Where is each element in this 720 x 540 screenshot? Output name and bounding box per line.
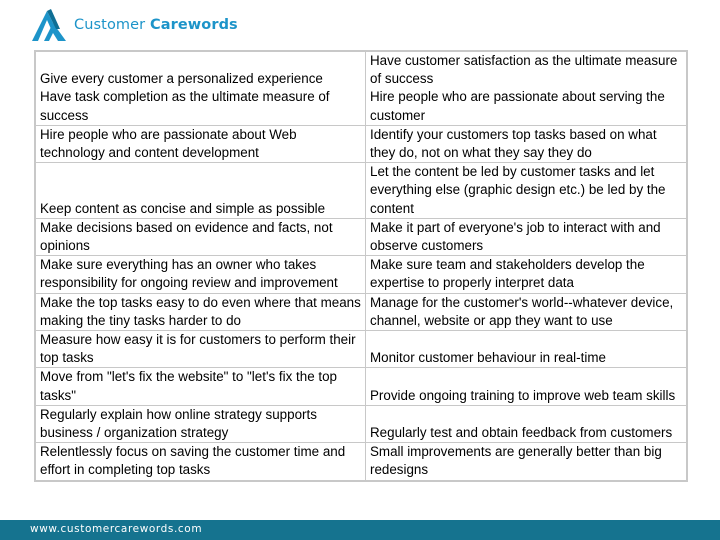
table-cell-left: Relentlessly focus on saving the customer time and effort in completing top tasks	[36, 443, 366, 480]
table-cell-right: Have customer satisfaction as the ultimate measure of success Hire people who are passionate about serving the customer	[366, 52, 687, 126]
table-cell-left: Make decisions based on evidence and facts, not opinions	[36, 218, 366, 255]
table-cell-right: Make it part of everyone's job to interact with and observe customers	[366, 218, 687, 255]
table-row	[36, 256, 687, 293]
table-cell-right: Small improvements are generally better than big redesigns	[366, 443, 687, 480]
footer-bar	[0, 520, 720, 540]
table-cell-right: Regularly test and obtain feedback from customers	[366, 405, 687, 442]
table-row	[36, 163, 687, 219]
table-row	[36, 218, 687, 255]
brand-regular: Customer	[74, 17, 150, 33]
table-row	[36, 405, 687, 442]
table-cell-right: Identify your customers top tasks based on what they do, not on what they say they do	[366, 125, 687, 162]
table-cell-right: Monitor customer behaviour in real-time	[366, 331, 687, 368]
table-row	[36, 293, 687, 330]
table-cell-left: Regularly explain how online strategy supports business / organization strategy	[36, 405, 366, 442]
table-row	[36, 443, 687, 480]
brand-name	[74, 17, 238, 33]
table-cell-left: Measure how easy it is for customers to perform their top tasks	[36, 331, 366, 368]
table-cell-left: Move from "let's fix the website" to "let's fix the top tasks"	[36, 368, 366, 405]
table-cell-left: Make sure everything has an owner who takes responsibility for ongoing review and improvement	[36, 256, 366, 293]
table-row	[36, 52, 687, 126]
footer-url: www.customercarewords.com	[30, 523, 203, 535]
principles-table	[34, 50, 688, 482]
brand-bold: Carewords	[149, 17, 238, 33]
table-cell-left: Hire people who are passionate about Web technology and content development	[36, 125, 366, 162]
table-cell-left: Make the top tasks easy to do even where that means making the tiny tasks harder to do	[36, 293, 366, 330]
table-row	[36, 368, 687, 405]
table-row	[36, 125, 687, 162]
table-row	[36, 331, 687, 368]
principles-grid	[35, 51, 687, 481]
peak-logo-icon	[30, 7, 68, 43]
table-cell-left: Give every customer a personalized experience Have task completion as the ultimate measure of success	[36, 52, 366, 126]
header	[30, 6, 238, 44]
table-cell-left: Keep content as concise and simple as possible	[36, 163, 366, 219]
table-cell-right: Make sure team and stakeholders develop the expertise to properly interpret data	[366, 256, 687, 293]
table-cell-right: Let the content be led by customer tasks and let everything else (graphic design etc.) be led by the content	[366, 163, 687, 219]
table-cell-right: Provide ongoing training to improve web team skills	[366, 368, 687, 405]
table-cell-right: Manage for the customer's world--whatever device, channel, website or app they want to use	[366, 293, 687, 330]
